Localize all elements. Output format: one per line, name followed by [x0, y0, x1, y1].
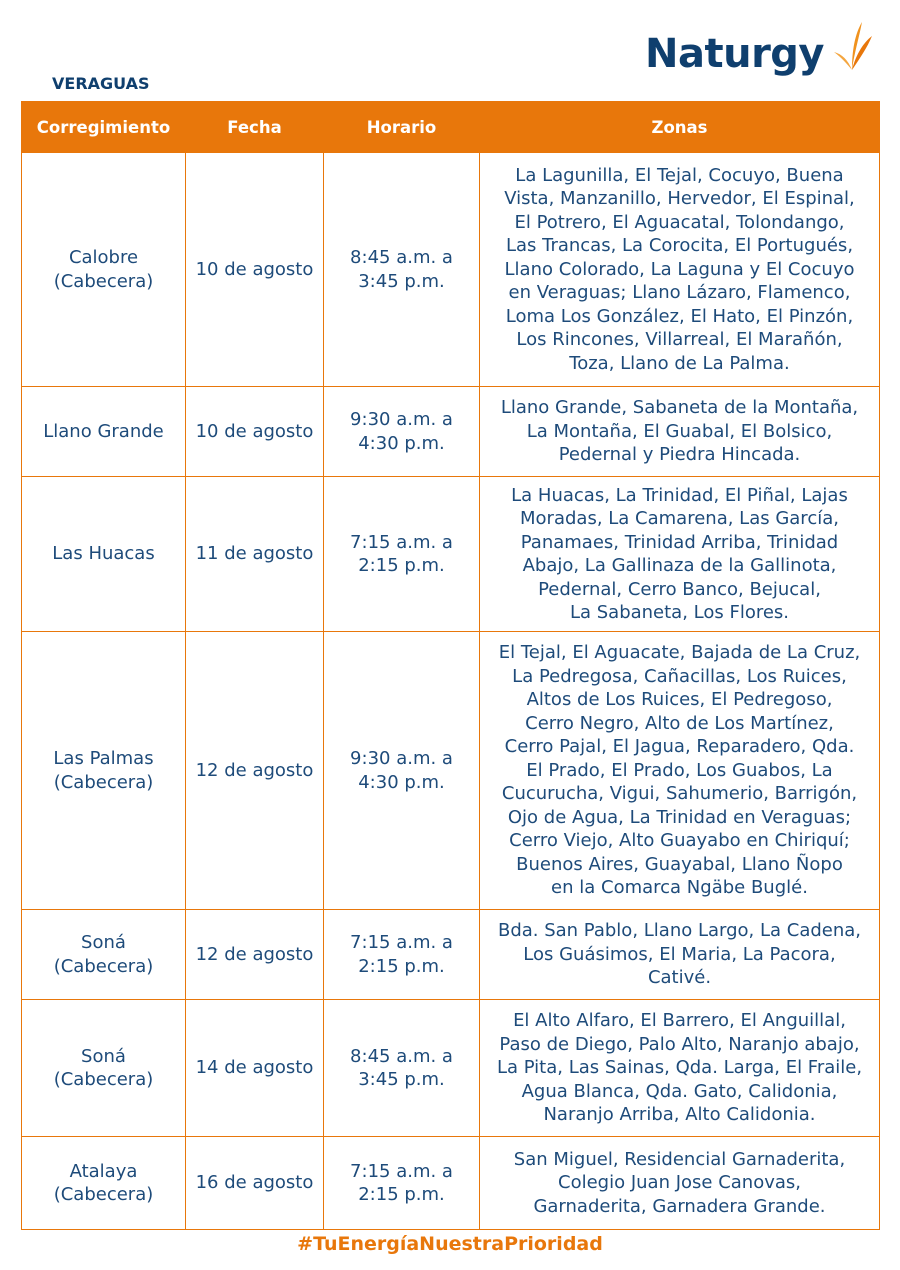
zonas-line: Llano Colorado, La Laguna y El Cocuyo: [504, 258, 855, 280]
zonas-line: Cerro Viejo, Alto Guayabo en Chiriquí;: [509, 830, 850, 852]
zonas-line: El Potrero, El Aguacatal, Tolondango,: [514, 211, 845, 233]
cell-corregimiento: [22, 1137, 186, 1230]
cell-horario: [324, 387, 480, 477]
zonas-line: Cativé.: [647, 967, 712, 989]
table-row: [22, 153, 880, 387]
zonas-line: Cucurucha, Vigui, Sahumerio, Barrigón,: [501, 783, 858, 805]
butterfly-icon: [822, 18, 874, 76]
table-row: [22, 910, 880, 1000]
corregimiento-line: Soná: [81, 932, 126, 953]
corregimiento-line: (Cabecera): [53, 270, 154, 292]
table-row: [22, 632, 880, 910]
footer-hashtag: #TuEnergíaNuestraPrioridad: [297, 1233, 603, 1255]
corregimiento-line: Las Palmas: [53, 748, 154, 769]
corregimiento-line: (Cabecera): [53, 1069, 154, 1090]
zonas-line: La Pita, Las Sainas, Qda. Larga, El Fraile,: [496, 1057, 863, 1079]
cell-zonas: [480, 910, 880, 1000]
table-header-row: [22, 102, 880, 153]
corregimiento-line: (Cabecera): [53, 771, 154, 793]
zonas-line: El Prado, El Prado, Los Guabos, La: [526, 759, 833, 781]
cell-zonas: [480, 632, 880, 910]
corregimiento-line: Soná: [81, 1045, 126, 1067]
cell-horario: [324, 632, 480, 910]
cell-zonas: [480, 387, 880, 477]
zonas-line: Los Rincones, Villarreal, El Marañón,: [516, 329, 843, 351]
zonas-line: La Lagunilla, El Tejal, Cocuyo, Buena: [515, 164, 844, 186]
cell-fecha: 10 de agosto: [186, 153, 324, 387]
cell-zonas: [480, 1137, 880, 1230]
horario-line: 2:15 p.m.: [358, 955, 445, 977]
zonas-line: Colegio Juan Jose Canovas,: [558, 1172, 801, 1194]
horario-line: 7:15 a.m. a: [350, 531, 453, 553]
zonas-line: Bda. San Pablo, Llano Largo, La Cadena,: [497, 920, 862, 942]
horario-line: 7:15 a.m. a: [350, 932, 453, 953]
table-body: [22, 153, 880, 1230]
cell-fecha: 16 de agosto: [186, 1137, 324, 1230]
horario-line: 3:45 p.m.: [358, 1069, 445, 1090]
zonas-line: en Veraguas; Llano Lázaro, Flamenco,: [508, 282, 851, 304]
horario-line: 4:30 p.m.: [358, 432, 445, 454]
zonas-line: El Alto Alfaro, El Barrero, El Anguillal,: [513, 1010, 846, 1032]
cell-zonas: [480, 1000, 880, 1137]
zonas-line: Buenos Aires, Guayabal, Llano Ñopo: [516, 853, 843, 875]
horario-line: 9:30 a.m. a: [350, 409, 453, 430]
corregimiento-line: Calobre: [68, 247, 139, 268]
zonas-line: Ojo de Agua, La Trinidad en Veraguas;: [507, 806, 852, 828]
cell-corregimiento: [22, 910, 186, 1000]
zonas-line: Loma Los González, El Hato, El Pinzón,: [505, 305, 854, 327]
cell-corregimiento: [22, 153, 186, 387]
horario-line: 3:45 p.m.: [358, 270, 445, 292]
horario-line: 9:30 a.m. a: [350, 748, 453, 769]
horario-line: 2:15 p.m.: [358, 555, 445, 576]
cell-corregimiento: [22, 632, 186, 910]
zonas-line: Panamaes, Trinidad Arriba, Trinidad: [520, 531, 839, 553]
zonas-line: La Sabaneta, Los Flores.: [569, 602, 790, 623]
header-horario: Horario: [324, 102, 480, 153]
naturgy-logo: [645, 18, 874, 90]
cell-fecha: 11 de agosto: [186, 477, 324, 632]
logo-wordmark: Naturgy: [645, 31, 824, 77]
cell-horario: [324, 1137, 480, 1230]
corregimiento-line: Atalaya: [69, 1160, 138, 1182]
cell-fecha: 12 de agosto: [186, 632, 324, 910]
zonas-line: La Huacas, La Trinidad, El Piñal, Lajas: [511, 484, 848, 506]
zonas-line: Vista, Manzanillo, Hervedor, El Espinal,: [504, 188, 855, 210]
cell-horario: [324, 910, 480, 1000]
zonas-line: Las Trancas, La Corocita, El Portugués,: [505, 235, 854, 257]
cell-horario: [324, 153, 480, 387]
zonas-line: El Tejal, El Aguacate, Bajada de La Cruz,: [498, 642, 861, 664]
zonas-line: Naranjo Arriba, Alto Calidonia.: [543, 1104, 816, 1126]
zonas-line: San Miguel, Residencial Garnaderita,: [513, 1148, 846, 1170]
zonas-line: La Montaña, El Guabal, El Bolsico,: [526, 420, 833, 442]
horario-line: 8:45 a.m. a: [350, 1045, 453, 1067]
cell-corregimiento: [22, 387, 186, 477]
zonas-line: Llano Grande, Sabaneta de la Montaña,: [500, 397, 859, 419]
corregimiento-line: Llano Grande: [43, 420, 164, 442]
schedule-table: [21, 101, 880, 1230]
cell-corregimiento: [22, 1000, 186, 1137]
corregimiento-line: (Cabecera): [53, 955, 154, 977]
region-title: VERAGUAS: [52, 74, 150, 93]
zonas-line: en la Comarca Ngäbe Buglé.: [551, 877, 808, 899]
zonas-line: Cerro Pajal, El Jagua, Reparadero, Qda.: [504, 736, 855, 758]
corregimiento-line: Las Huacas: [52, 543, 155, 565]
zonas-line: Paso de Diego, Palo Alto, Naranjo abajo,: [499, 1033, 860, 1055]
horario-line: 7:15 a.m. a: [350, 1160, 453, 1182]
header-fecha: Fecha: [186, 102, 324, 153]
zonas-line: Garnaderita, Garnadera Grande.: [533, 1195, 826, 1217]
zonas-line: Cerro Negro, Alto de Los Martínez,: [525, 712, 834, 734]
cell-corregimiento: [22, 477, 186, 632]
table-row: [22, 1137, 880, 1230]
cell-zonas: [480, 153, 880, 387]
cell-horario: [324, 1000, 480, 1137]
zonas-line: Pedernal, Cerro Banco, Bejucal,: [538, 578, 821, 600]
cell-zonas: [480, 477, 880, 632]
header-zonas: Zonas: [480, 102, 880, 153]
cell-fecha: 14 de agosto: [186, 1000, 324, 1137]
table-row: [22, 477, 880, 632]
header-corregimiento: Corregimiento: [22, 102, 186, 153]
horario-line: 2:15 p.m.: [358, 1184, 445, 1205]
zonas-line: Los Guásimos, El Maria, La Pacora,: [523, 943, 836, 965]
zonas-line: Toza, Llano de La Palma.: [569, 352, 790, 374]
zonas-line: Altos de Los Ruices, El Pedregoso,: [526, 689, 833, 711]
zonas-line: Agua Blanca, Qda. Gato, Calidonia,: [521, 1080, 838, 1102]
zonas-line: Moradas, La Camarena, Las García,: [520, 508, 839, 529]
corregimiento-line: (Cabecera): [53, 1184, 154, 1205]
horario-line: 4:30 p.m.: [358, 771, 445, 793]
horario-line: 8:45 a.m. a: [350, 247, 453, 268]
cell-horario: [324, 477, 480, 632]
table-row: [22, 387, 880, 477]
table-row: [22, 1000, 880, 1137]
zonas-line: La Pedregosa, Cañacillas, Los Ruices,: [512, 665, 847, 687]
cell-fecha: 10 de agosto: [186, 387, 324, 477]
cell-fecha: 12 de agosto: [186, 910, 324, 1000]
zonas-line: Abajo, La Gallinaza de la Gallinota,: [522, 555, 837, 576]
zonas-line: Pedernal y Piedra Hincada.: [558, 444, 801, 466]
